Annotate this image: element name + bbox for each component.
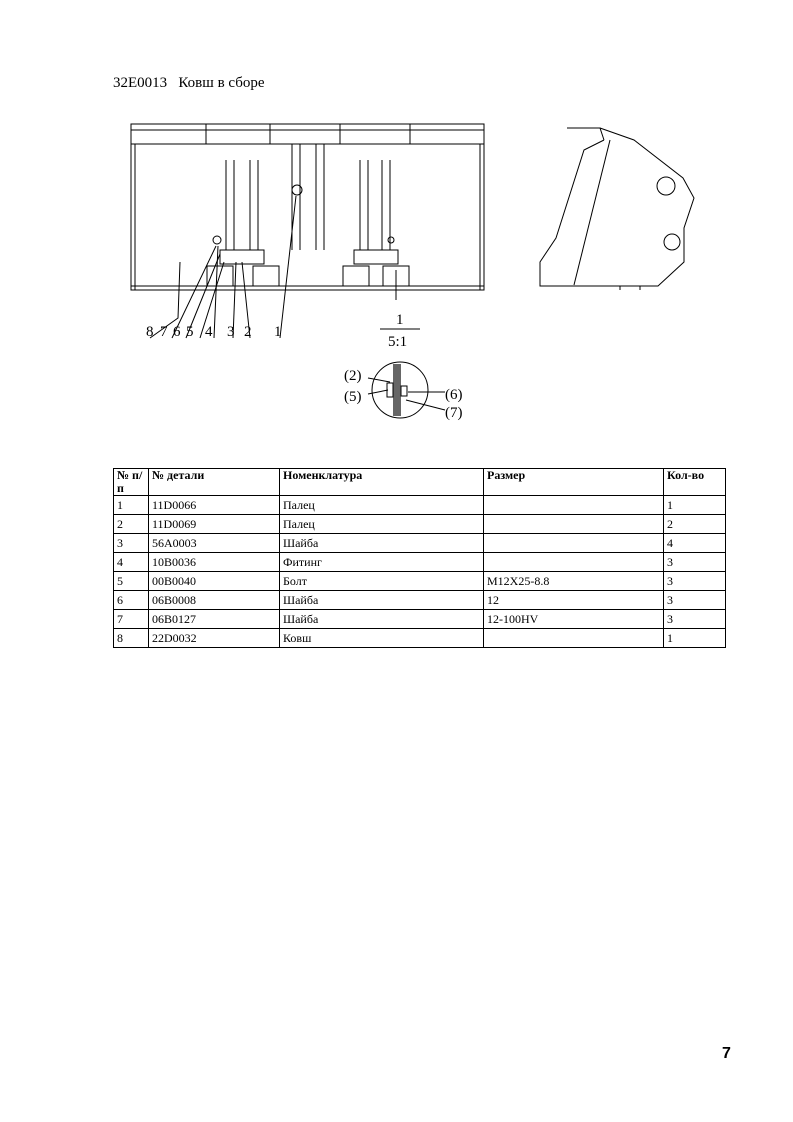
cell-index: 7: [114, 610, 149, 629]
cell-index: 8: [114, 629, 149, 648]
cell-quantity: 3: [664, 572, 726, 591]
detail-view: [368, 362, 445, 418]
col-header-nomenclature: Номенклатура: [280, 469, 484, 496]
cell-part-number: 06B0008: [149, 591, 280, 610]
parts-table: [113, 468, 726, 648]
callout-5: 5: [186, 324, 194, 340]
cell-nomenclature: Шайба: [280, 534, 484, 553]
cell-size: [484, 515, 664, 534]
cell-nomenclature: Шайба: [280, 591, 484, 610]
front-view: [131, 124, 484, 338]
table-row: [114, 496, 726, 515]
table-row: [114, 553, 726, 572]
callout-6: 6: [173, 324, 181, 340]
cell-part-number: 00B0040: [149, 572, 280, 591]
table-header-row: [114, 469, 726, 496]
table-row: [114, 534, 726, 553]
detail-callout-2: (2): [344, 368, 362, 384]
cell-nomenclature: Палец: [280, 496, 484, 515]
cell-size: 12-100HV: [484, 610, 664, 629]
detail-callout-5: (5): [344, 389, 362, 405]
table-row: [114, 515, 726, 534]
cell-size: M12X25-8.8: [484, 572, 664, 591]
col-header-index: № п/п: [114, 469, 149, 496]
table-row: [114, 572, 726, 591]
cell-nomenclature: Шайба: [280, 610, 484, 629]
cell-quantity: 3: [664, 591, 726, 610]
callout-4: 4: [205, 324, 213, 340]
col-header-size: Размер: [484, 469, 664, 496]
detail-label: 1: [396, 312, 404, 328]
table-row: [114, 591, 726, 610]
cell-size: [484, 534, 664, 553]
part-code: 32E0013: [113, 75, 168, 91]
callout-7: 7: [160, 324, 168, 340]
table-row: [114, 610, 726, 629]
cell-nomenclature: Болт: [280, 572, 484, 591]
col-header-part-number: № детали: [149, 469, 280, 496]
bucket-assembly-drawing: [0, 0, 793, 460]
table-row: [114, 629, 726, 648]
assembly-title: Ковш в сборе: [178, 75, 265, 91]
cell-nomenclature: Палец: [280, 515, 484, 534]
cell-nomenclature: Фитинг: [280, 553, 484, 572]
cell-index: 1: [114, 496, 149, 515]
page-number: 7: [722, 1045, 731, 1062]
cell-part-number: 22D0032: [149, 629, 280, 648]
cell-size: 12: [484, 591, 664, 610]
cell-index: 2: [114, 515, 149, 534]
cell-quantity: 3: [664, 610, 726, 629]
cell-part-number: 11D0066: [149, 496, 280, 515]
cell-index: 4: [114, 553, 149, 572]
detail-callout-6: (6): [445, 387, 463, 403]
cell-quantity: 4: [664, 534, 726, 553]
cell-index: 5: [114, 572, 149, 591]
callout-1: 1: [274, 324, 282, 340]
cell-size: [484, 629, 664, 648]
callout-8: 8: [146, 324, 154, 340]
callout-2: 2: [244, 324, 252, 340]
cell-quantity: 1: [664, 496, 726, 515]
cell-quantity: 3: [664, 553, 726, 572]
cell-part-number: 10B0036: [149, 553, 280, 572]
cell-part-number: 11D0069: [149, 515, 280, 534]
detail-scale: 5:1: [388, 334, 408, 350]
cell-index: 3: [114, 534, 149, 553]
cell-size: [484, 553, 664, 572]
detail-callout-7: (7): [445, 405, 463, 421]
cell-quantity: 1: [664, 629, 726, 648]
cell-nomenclature: Ковш: [280, 629, 484, 648]
cell-part-number: 06B0127: [149, 610, 280, 629]
side-view: [540, 128, 694, 290]
cell-index: 6: [114, 591, 149, 610]
cell-part-number: 56A0003: [149, 534, 280, 553]
callout-3: 3: [227, 324, 235, 340]
cell-size: [484, 496, 664, 515]
col-header-quantity: Кол-во: [664, 469, 726, 496]
cell-quantity: 2: [664, 515, 726, 534]
